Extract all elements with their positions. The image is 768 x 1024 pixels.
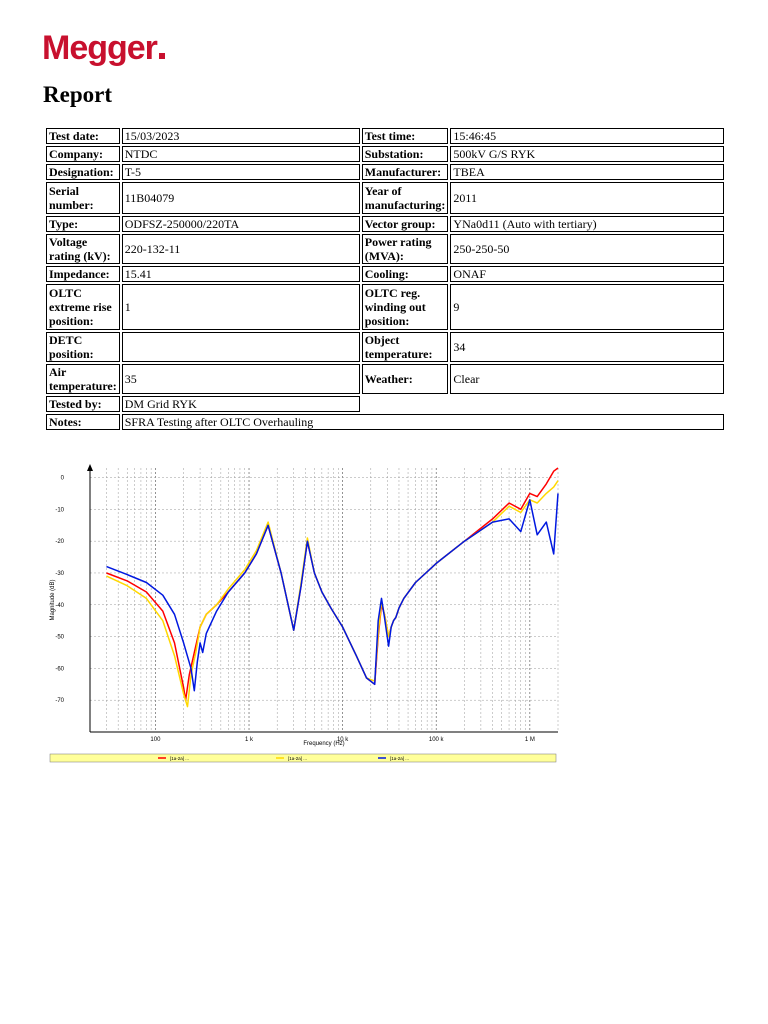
y-tick-label: -50 [55,634,64,641]
weather-label: Weather: [362,364,449,394]
air-temp-label: Air temperature: [46,364,120,394]
table-row [46,234,724,264]
type-value: ODFSZ-250000/220TA [122,216,360,232]
x-tick-label: 100 [150,737,161,743]
y-tick-label: -10 [55,507,64,514]
report-title: Report [43,82,112,107]
test-time-value: 15:46:45 [450,128,724,144]
x-tick-label: 10 k [336,737,349,743]
serial-label: Serial number: [46,182,120,214]
table-row [46,128,724,144]
year-label: Year of manufacturing: [362,182,449,214]
y-tick-label: -30 [55,570,64,577]
table-row [46,164,724,180]
y-tick-labels [55,476,64,705]
table-row [46,364,724,394]
oltc-extreme-value: 1 [122,284,360,330]
table-row [46,146,724,162]
voltage-label: Voltage rating (kV): [46,234,120,264]
x-tick-label: 1 k [245,737,254,743]
chart-series [107,468,559,707]
notes-value: SFRA Testing after OLTC Overhauling [122,414,724,430]
table-row [46,396,724,412]
logo-dot [159,53,165,59]
detc-value [122,332,360,362]
serial-value: 11B04079 [122,182,360,214]
oltc-reg-label: OLTC reg. winding out position: [362,284,449,330]
legend-label: [1a-2a] ... [288,756,308,761]
manufacturer-label: Manufacturer: [362,164,449,180]
oltc-reg-value: 9 [450,284,724,330]
company-value: NTDC [122,146,360,162]
y-tick-label: -40 [55,602,64,609]
notes-label: Notes: [46,414,120,430]
oltc-extreme-label: OLTC extreme rise position: [46,284,120,330]
impedance-value: 15.41 [122,266,360,282]
info-table [44,126,726,432]
x-axis-label: Frequency (Hz) [303,741,345,747]
series-line-3 [107,493,559,690]
chart-grid [90,468,558,732]
x-tick-label: 100 k [428,737,444,743]
test-time-label: Test time: [362,128,449,144]
y-axis-arrow [87,464,93,471]
y-tick-label: 0 [60,475,64,482]
table-row [46,284,724,330]
vector-group-label: Vector group: [362,216,449,232]
year-value: 2011 [450,182,724,214]
designation-value: T-5 [122,164,360,180]
test-date-value: 15/03/2023 [122,128,360,144]
cooling-value: ONAF [450,266,724,282]
table-row [46,414,724,430]
table-row [46,182,724,214]
y-tick-label: -60 [55,666,64,673]
object-temp-value: 34 [450,332,724,362]
empty-cell [362,396,724,412]
impedance-label: Impedance: [46,266,120,282]
y-axis-label: Magnitude (dB) [50,579,56,621]
type-label: Type: [46,216,120,232]
legend-label: [1a-2a] ... [390,756,410,761]
voltage-value: 220-132-11 [122,234,360,264]
brand-name: Megger [42,29,157,67]
object-temp-label: Object temperature: [362,332,449,362]
power-label: Power rating (MVA): [362,234,449,264]
vector-group-value: YNa0d11 (Auto with tertiary) [450,216,724,232]
designation-label: Designation: [46,164,120,180]
tested-by-value: DM Grid RYK [122,396,360,412]
series-line-1 [107,468,559,700]
series-line-2 [107,481,559,707]
substation-value: 500kV G/S RYK [450,146,724,162]
manufacturer-value: TBEA [450,164,724,180]
substation-label: Substation: [362,146,449,162]
air-temp-value: 35 [122,364,360,394]
table-row [46,266,724,282]
tested-by-label: Tested by: [46,396,120,412]
weather-value: Clear [450,364,724,394]
table-row [46,216,724,232]
table-row [46,332,724,362]
detc-label: DETC position: [46,332,120,362]
x-tick-label: 1 M [524,737,535,743]
megger-logo [42,28,165,68]
chart-legend [50,754,556,762]
y-tick-label: -70 [55,698,64,705]
sfra-chart [40,462,560,764]
legend-label: [1a-2a] ... [170,756,190,761]
test-date-label: Test date: [46,128,120,144]
y-tick-label: -20 [55,539,64,546]
power-value: 250-250-50 [450,234,724,264]
company-label: Company: [46,146,120,162]
cooling-label: Cooling: [362,266,449,282]
